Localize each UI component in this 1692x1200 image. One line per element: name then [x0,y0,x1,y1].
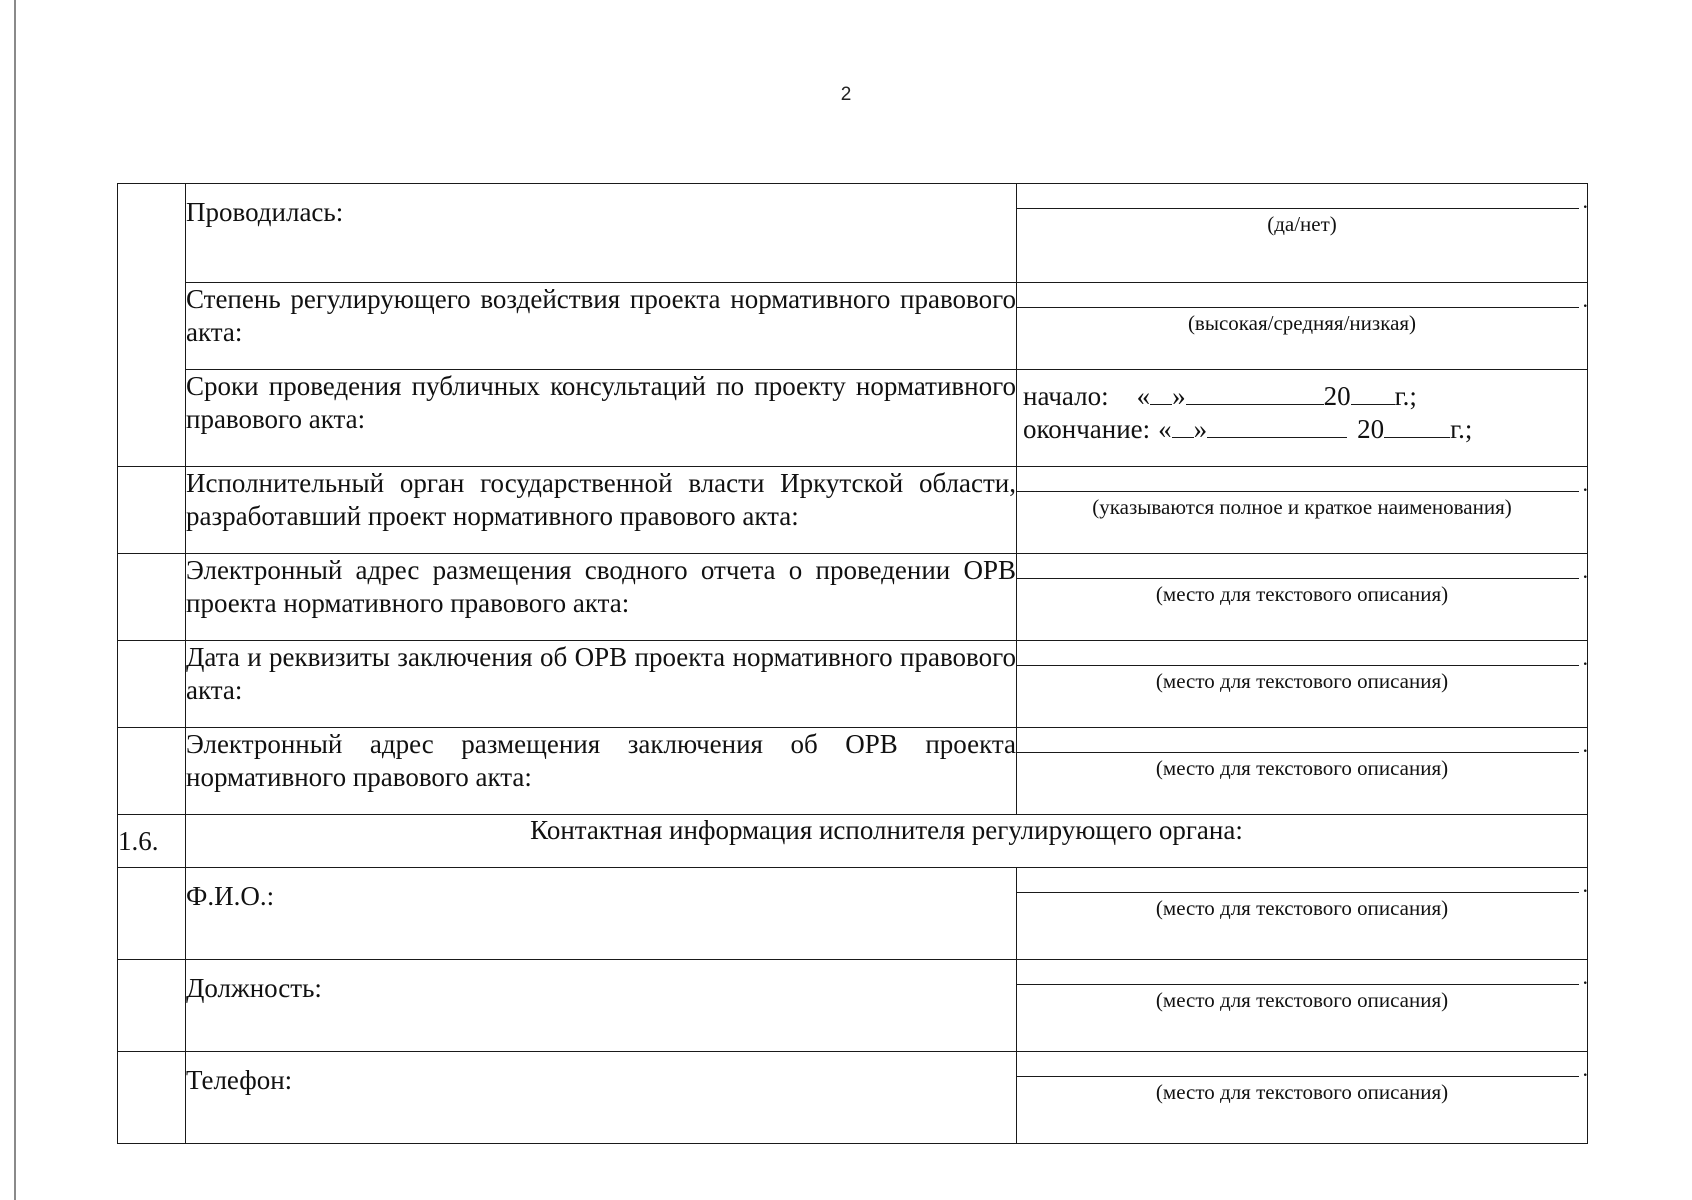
contact-name-fill-line[interactable] [1017,868,1588,897]
end-year-blank[interactable] [1384,415,1450,438]
end-year-prefix: 20 [1357,414,1385,444]
held-label: Проводилась: [186,184,1017,283]
row-contact-position [118,960,1588,1052]
section-number: 1.6. [118,815,186,868]
impact-value-cell [1017,283,1588,370]
authority-label: Исполнительный орган государственной власти Иркутской области, разработавший проект нормативного правового акта: [186,467,1017,554]
page-number: 2 [840,84,852,105]
report-address-dot: . [1582,558,1588,583]
row-terms [118,370,1588,467]
end-close-quote: » [1193,414,1208,444]
end-year-suffix: г.; [1450,414,1473,444]
authority-dot: . [1582,471,1588,496]
report-address-value-cell [1017,554,1588,641]
impact-hint: (высокая/средняя/низкая) [1187,311,1417,335]
terms-value-cell [1017,370,1588,467]
contact-position-value-cell [1017,960,1588,1052]
contact-position-hint: (место для текстового описания) [1155,988,1449,1012]
impact-label: Степень регулирующего воздействия проекта нормативного правового акта: [186,283,1017,370]
row-section-1-6 [118,815,1588,868]
report-address-hint: (место для текстового описания) [1155,582,1449,606]
impact-fill-line[interactable] [1017,283,1588,312]
end-prefix: окончание: [1023,414,1151,444]
row-contact-name [118,868,1588,960]
number-cell [118,728,186,815]
end-day-blank[interactable] [1172,415,1194,438]
start-year-prefix: 20 [1323,381,1351,411]
conclusion-address-hint: (место для текстового описания) [1155,756,1449,780]
row-authority [118,467,1588,554]
conclusion-date-hint: (место для текстового описания) [1155,669,1449,693]
start-year-suffix: г.; [1394,381,1417,411]
contact-phone-value-cell [1017,1052,1588,1144]
impact-dot: . [1582,287,1588,312]
conclusion-address-label: Электронный адрес размещения заключения об ОРВ проекта нормативного правового акта: [186,728,1017,815]
start-year-blank[interactable] [1351,382,1395,405]
held-fill-line[interactable] [1017,184,1588,213]
authority-hint: (указываются полное и краткое наименования) [1092,495,1512,519]
number-cell-merged [118,184,186,467]
row-conclusion-address [118,728,1588,815]
conclusion-address-dot: . [1582,732,1588,757]
start-day-blank[interactable] [1150,382,1172,405]
end-open-quote: « [1158,414,1172,444]
number-cell [118,641,186,728]
number-cell [118,554,186,641]
conclusion-date-label: Дата и реквизиты заключения об ОРВ проекта нормативного правового акта: [186,641,1017,728]
start-open-quote: « [1136,381,1151,411]
row-conclusion-date [118,641,1588,728]
conclusion-address-fill-line[interactable] [1017,728,1588,757]
conclusion-date-fill-line[interactable] [1017,641,1588,670]
row-report-address [118,554,1588,641]
start-date-line [1023,380,1587,413]
conclusion-date-dot: . [1582,645,1588,670]
authority-value-cell [1017,467,1588,554]
report-address-label: Электронный адрес размещения сводного отчета о проведении ОРВ проекта нормативного правового акта: [186,554,1017,641]
authority-fill-line[interactable] [1017,467,1588,496]
row-impact [118,283,1588,370]
number-cell [118,1052,186,1144]
form-table [117,183,1588,1144]
contact-name-value-cell [1017,868,1588,960]
contact-position-label: Должность: [186,960,1017,1052]
contact-name-hint: (место для текстового описания) [1155,896,1449,920]
number-cell [118,467,186,554]
held-value-cell [1017,184,1588,283]
row-contact-phone [118,1052,1588,1144]
report-address-fill-line[interactable] [1017,554,1588,583]
end-month-blank[interactable] [1207,415,1347,438]
contact-name-dot: . [1582,872,1588,897]
contact-position-fill-line[interactable] [1017,960,1588,989]
number-cell [118,868,186,960]
scan-edge-line [14,0,16,1200]
section-title: Контактная информация исполнителя регулирующего органа: [186,815,1588,868]
contact-name-label: Ф.И.О.: [186,868,1017,960]
start-month-blank[interactable] [1186,382,1324,405]
conclusion-address-value-cell [1017,728,1588,815]
terms-dates [1023,380,1587,446]
start-prefix: начало: [1023,381,1109,411]
held-dot: . [1582,188,1588,213]
contact-phone-label: Телефон: [186,1052,1017,1144]
contact-position-dot: . [1582,964,1588,989]
held-hint: (да/нет) [1267,212,1337,236]
end-date-line [1023,413,1587,446]
contact-phone-fill-line[interactable] [1017,1052,1588,1081]
terms-label: Сроки проведения публичных консультаций по проекту нормативного правового акта: [186,370,1017,467]
number-cell [118,960,186,1052]
contact-phone-hint: (место для текстового описания) [1155,1080,1449,1104]
conclusion-date-value-cell [1017,641,1588,728]
row-held [118,184,1588,283]
contact-phone-dot: . [1582,1056,1588,1081]
start-close-quote: » [1172,381,1186,411]
